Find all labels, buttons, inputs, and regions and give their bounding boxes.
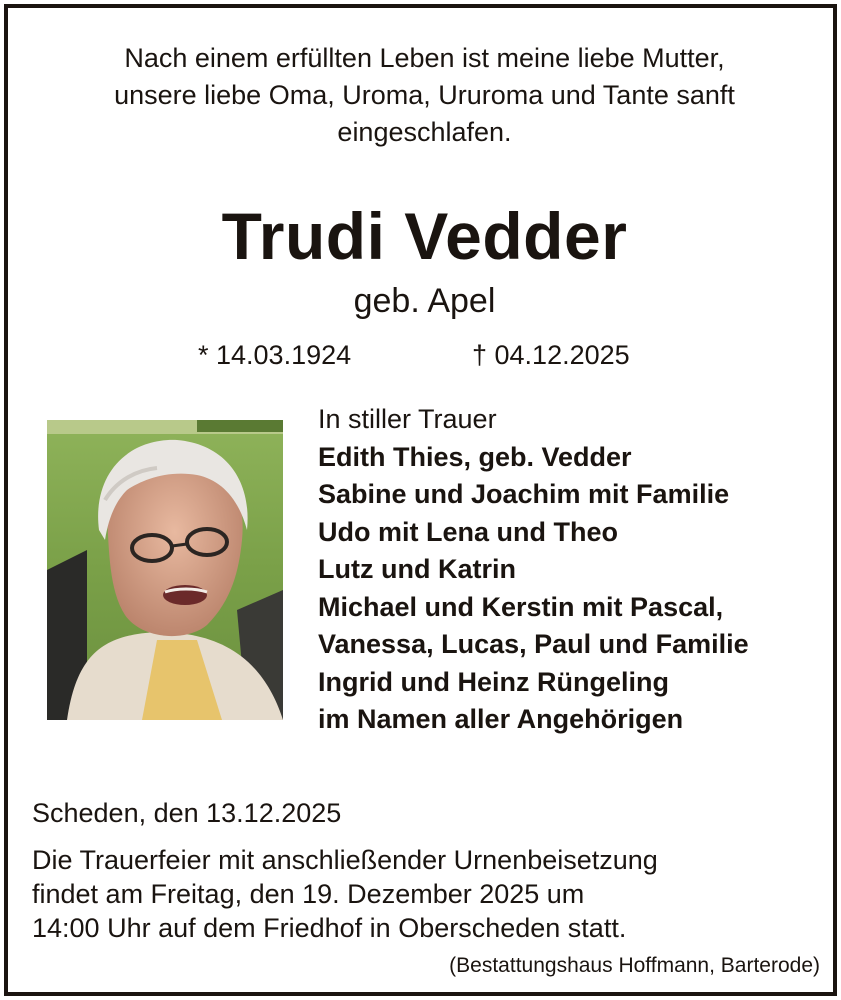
obituary-frame: [4, 4, 837, 996]
mourners-heading: In stiller Trauer: [318, 404, 497, 434]
mourner-line: im Namen aller Angehörigen: [318, 704, 684, 734]
death-date: † 04.12.2025: [472, 340, 630, 370]
intro-text: [8, 40, 837, 151]
ceremony-line: findet am Freitag, den 19. Dezember 2025 um: [32, 879, 585, 909]
mourner-line: Edith Thies, geb. Vedder: [318, 441, 632, 472]
deceased-name: Trudi Vedder: [221, 199, 628, 273]
mourner-line: Vanessa, Lucas, Paul und Familie: [318, 629, 749, 659]
intro-line: unsere liebe Oma, Uroma, Ururoma und Tante sanft: [114, 80, 735, 110]
mourner-line: Sabine und Joachim mit Familie: [318, 479, 730, 509]
mourners-list: [318, 401, 749, 739]
birth-date: * 14.03.1924: [198, 340, 352, 370]
ceremony-line: 14:00 Uhr auf dem Friedhof in Oberscheden statt.: [32, 913, 627, 943]
mourner-line: Ingrid und Heinz Rüngeling: [318, 666, 669, 697]
intro-line: Nach einem erfüllten Leben ist meine liebe Mutter,: [124, 43, 725, 73]
portrait-photo: [47, 420, 283, 720]
portrait-illustration: [47, 420, 283, 720]
mourner-line: Michael und Kerstin mit Pascal,: [318, 591, 724, 622]
undertaker-credit: (Bestattungshaus Hoffmann, Barterode): [449, 954, 820, 977]
intro-line: eingeschlafen.: [337, 117, 512, 147]
mourner-line: Lutz und Katrin: [318, 554, 516, 584]
ceremony-info: [32, 843, 658, 945]
maiden-name: geb. Apel: [353, 282, 496, 320]
mourner-line: Udo mit Lena und Theo: [318, 516, 618, 547]
ceremony-line: Die Trauerfeier mit anschließender Urnenbeisetzung: [32, 845, 658, 875]
place-and-date: Scheden, den 13.12.2025: [32, 798, 342, 828]
